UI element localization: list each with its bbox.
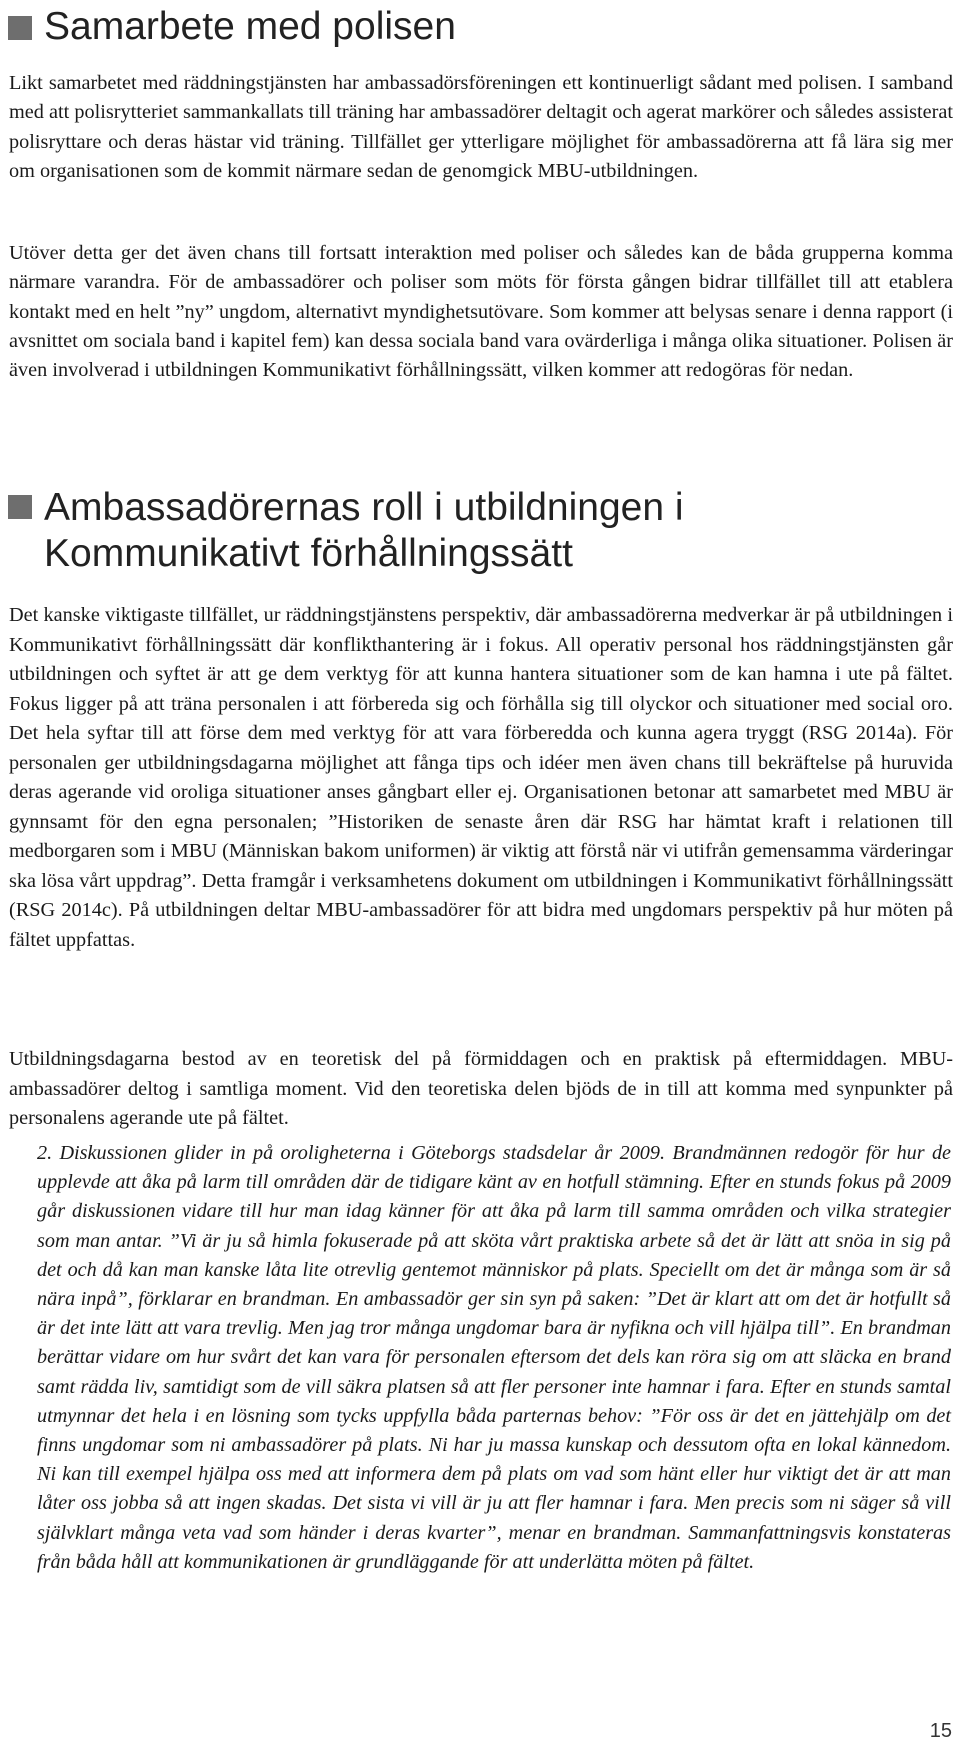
- section-heading-samarbete: [8, 4, 456, 50]
- body-paragraph: Utbildningsdagarna bestod av en teoretisk del på förmiddagen och en praktisk på eftermiddagen. MBU-ambassadörer deltog i samtliga moment. Vid den teoretiska delen bjöds de in till att komma med synpunkter på personalens agerande ute på fältet.: [9, 1048, 953, 1129]
- field-note-quote: 2. Diskussionen glider in på oroligheterna i Göteborgs stadsdelar år 2009. Brandmännen redogör för hur de upplevde att åka på larm till områden där de tidigare känt av en hotfull stämning. Efter en stunds fokus på 2009 går diskussionen vidare till hur man idag känner för att åka på larm till samma områden och vilka strategier som man antar. ”Vi är ju så himla fokuserade på att sköta vårt praktiska arbete så det är lätt att snöa in sig på det och då kan man kanske låta lite otrevlig gentemot människor på plats. Speciellt om det är många som är så nära inpå”, förklarar en brandman. En ambassadör ger sin syn på saken: ”Det är klart att om det är hotfullt så är det inte lätt att vara trevlig. Men jag tror många ungdomar bara är nyfikna och vill hjälpa till”. En brandman berättar vidare om hur svårt det kan vara för personalen eftersom det dels kan röra sig om att släcka en brand samt rädda liv, samtidigt som de vill säkra platsen så att fler personer inte hamnar i fara. Efter en stunds samtal utmynnar det hela i en lösning som tycks uppfylla båda parternas behov: ”För oss är det en jättehjälp om det finns ungdomar som ni ambassadörer på plats. Ni har ju massa kunskap och dessutom ofta en lokal kännedom. Ni kan till exempel hjälpa oss med att informera dem på plats om vad som hänt eller hur viktigt det är att man låter oss jobba så att ingen skadas. Det sista vi vill är ju att fler hamnar i fara. Men precis som ni säger så vill självklart många veta vad som händer i deras kvarter”, menar en brandman. Sammanfattningsvis konstateras från båda håll att kommunikationen är grundläggande för att underlätta möten på fältet.: [37, 1142, 951, 1573]
- section-heading-text: Samarbete med polisen: [44, 5, 456, 48]
- section-heading-ambassadorernas-roll: [8, 485, 908, 577]
- heading-square-bullet: [8, 16, 32, 40]
- section-heading-text: Ambassadörernas roll i utbildningen i Kommunikativt förhållningssätt: [44, 486, 684, 575]
- body-paragraph: Likt samarbetet med räddningstjänsten har ambassadörsföreningen ett kontinuerligt sådant med polisen. I samband med att polisrytteriet sammankallats till träning har ambassadörer deltagit och agerat markörer och således assisterat polisryttare och deras hästar vid träning. Tillfället ger ytterligare möjlighet för ambassadörerna att få lära sig mer om organisationen som de kommit närmare sedan de genomgick MBU-utbildningen.: [9, 72, 953, 182]
- page-number: 15: [929, 1720, 952, 1742]
- body-paragraph: Utöver detta ger det även chans till fortsatt interaktion med poliser och således kan de båda grupperna komma närmare varandra. För de ambassadörer och poliser som möts för första gången bidrar tillfället till att etablera kontakt med en helt ”ny” ungdom, alternativt myndighetsutövare. Som kommer att belysas senare i denna rapport (i avsnittet om sociala band i kapitel fem) kan dessa sociala band vara ovärderliga i många olika situationer. Polisen är även involverad i utbildningen Kommunikativt förhållningssätt, vilken kommer att redogöras för nedan.: [9, 242, 953, 382]
- heading-square-bullet: [8, 495, 32, 519]
- body-paragraph: Det kanske viktigaste tillfället, ur räddningstjänstens perspektiv, där ambassadörerna medverkar är på utbildningen i Kommunikativt förhållningssätt där konflikthantering är i fokus. All operativ personal hos räddningstjänsten går utbildningen och syftet är att ge dem verktyg för att kunna hantera situationer som de kan hamna i ute på fältet. Fokus ligger på att träna personalen i att förbereda sig och förhålla sig till olyckor och situationer med social oro. Det hela syftar till att förse dem med verktyg för att vara förberedda och kunna agera tryggt (RSG 2014a). För personalen ger utbildningsdagarna möjlighet att fånga tips och idéer men även chans till bekräftelse på huruvida deras agerande vid oroliga situationer anses gångbart eller ej. Organisationen betonar att samarbetet med MBU är gynnsamt för den egna personalen; ”Historiken de senaste åren där RSG har hämtat kraft i relationen till medborgaren som i MBU (Människan bakom uniformen) är viktig att förstå när vi utifrån gemensamma värderingar ska lösa vårt uppdrag”. Detta framgår i verksamhetens dokument om utbildningen i Kommunikativt förhållningssätt (RSG 2014c). På utbildningen deltar MBU-ambassadörer för att bidra med ungdomars perspektiv på hur möten på fältet uppfattas.: [9, 604, 953, 951]
